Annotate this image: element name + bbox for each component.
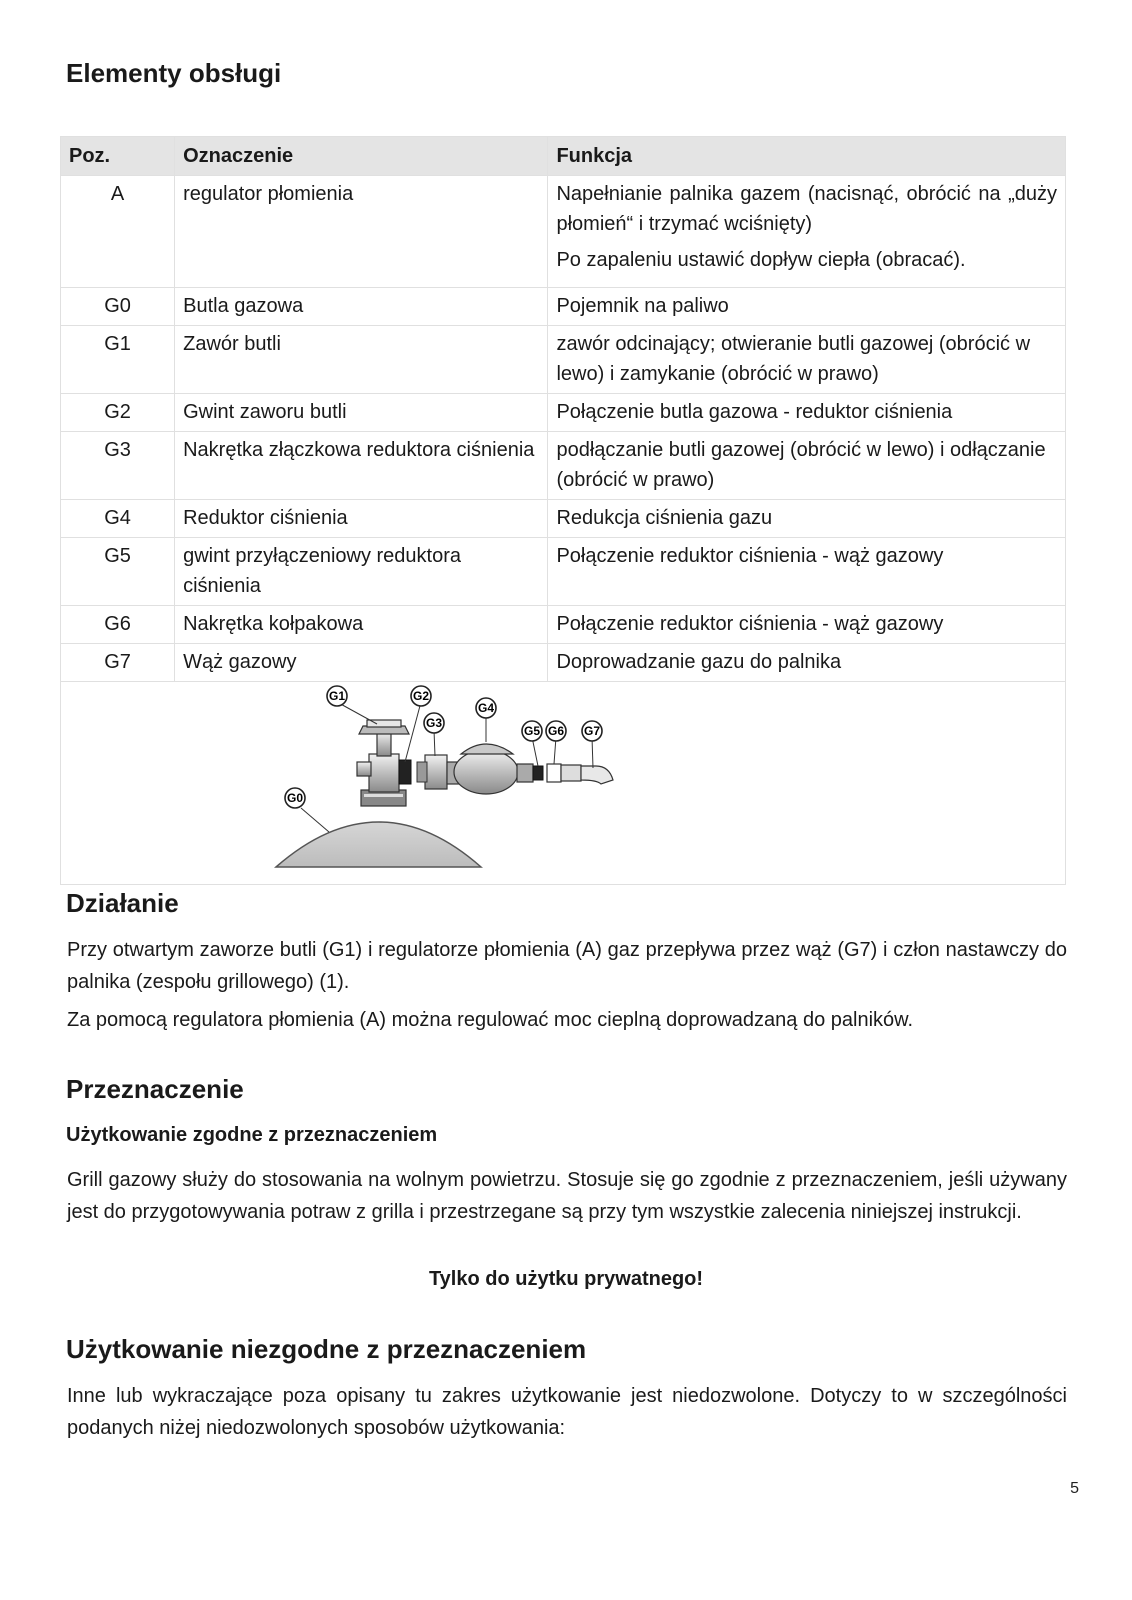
cap-nut-shape [547, 764, 561, 782]
callout-g7: G7 [583, 724, 601, 738]
header-pos: Poz. [61, 137, 175, 176]
row-name: Nakrętka kołpakowa [175, 606, 548, 644]
improper-use-paragraph: Inne lub wykraczające poza opisany tu zakres użytkowanie jest niedozwolone. Dotyczy to w szczególności podanych niżej niedozwolonych sposobów użytkowania: [67, 1385, 1067, 1439]
table-header-row [61, 137, 1066, 176]
gas-bottle-shape [276, 822, 481, 867]
table-row [61, 538, 1066, 606]
header-function: Funkcja [548, 137, 1066, 176]
section-title-controls: Elementy obsługi [66, 58, 282, 88]
callout-g1: G1 [328, 689, 346, 703]
subtitle-intended-use: Użytkowanie zgodne z przeznaczeniem [66, 1124, 438, 1146]
row-function: zawór odcinający; otwieranie butli gazowej (obrócić w lewo) i zamykanie (obrócić w prawo) [548, 326, 1066, 394]
row-function: Redukcja ciśnienia gazu [548, 500, 1066, 538]
row-pos: G3 [61, 432, 175, 500]
row-pos: G7 [61, 644, 175, 682]
callout-g6: G6 [547, 724, 565, 738]
table-row [61, 176, 1066, 288]
controls-table [60, 136, 1066, 885]
row-name: gwint przyłączeniowy reduktora ciśnienia [175, 538, 548, 606]
row-function-line: Po zapaleniu ustawić dopływ ciepła (obracać). [556, 249, 966, 271]
gas-hose-shape [581, 766, 613, 784]
row-function-line: Napełnianie palnika gazem (nacisnąć, obrócić na „duży płomień“ i trzymać wciśnięty) [556, 183, 1057, 235]
row-function: Pojemnik na paliwo [548, 288, 1066, 326]
callout-g4: G4 [477, 701, 495, 715]
callout-g3: G3 [425, 716, 443, 730]
row-function: Połączenie reduktor ciśnienia - wąż gazowy [548, 538, 1066, 606]
row-function: Połączenie butla gazowa - reduktor ciśnienia [548, 394, 1066, 432]
operation-paragraph-2: Za pomocą regulatora płomienia (A) można regulować moc cieplną doprowadzaną do palników. [67, 1009, 914, 1031]
valve-thread-shape [399, 760, 411, 784]
callout-g0: G0 [286, 791, 304, 805]
row-name: Wąż gazowy [175, 644, 548, 682]
row-name: Butla gazowa [175, 288, 548, 326]
figure-cell [61, 682, 1066, 885]
table-row [61, 288, 1066, 326]
table-row [61, 606, 1066, 644]
row-function: Połączenie reduktor ciśnienia - wąż gazowy [548, 606, 1066, 644]
row-name: regulator płomienia [175, 176, 548, 288]
figure-row [61, 682, 1066, 885]
callout-g5: G5 [523, 724, 541, 738]
table-row [61, 394, 1066, 432]
table-row [61, 326, 1066, 394]
row-pos: G0 [61, 288, 175, 326]
union-nut-shape [425, 755, 447, 789]
row-function: Doprowadzanie gazu do palnika [548, 644, 1066, 682]
section-title-improper-use: Użytkowanie niezgodne z przeznaczeniem [66, 1334, 587, 1364]
row-name: Nakrętka złączkowa reduktora ciśnienia [175, 432, 548, 500]
page-number: 5 [1070, 1480, 1079, 1497]
intended-use-paragraph: Grill gazowy służy do stosowania na wolnym powietrzu. Stosuje się go zgodnie z przeznaczeniem, jeśli używany jest do przygotowywania potraw z grilla i przestrzegane są przy tym wszystkie zalecenia niniejszej instrukcji. [67, 1169, 1067, 1223]
row-function: podłączanie butli gazowej (obrócić w lewo) i odłączanie (obrócić w prawo) [548, 432, 1066, 500]
row-name: Gwint zaworu butli [175, 394, 548, 432]
row-pos: G1 [61, 326, 175, 394]
pressure-regulator-shape [454, 750, 518, 794]
operation-paragraph-1: Przy otwartym zaworze butli (G1) i regulatorze płomienia (A) gaz przepływa przez wąż (G7) i człon nastawczy do palnika (zespołu grillowego) (1). [67, 939, 1067, 993]
table-row [61, 500, 1066, 538]
valve-body-shape [369, 754, 399, 792]
section-title-operation: Działanie [66, 888, 179, 918]
row-pos: A [61, 176, 175, 288]
row-pos: G6 [61, 606, 175, 644]
row-pos: G2 [61, 394, 175, 432]
row-pos: G4 [61, 500, 175, 538]
row-pos: G5 [61, 538, 175, 606]
row-name: Zawór butli [175, 326, 548, 394]
section-title-purpose: Przeznaczenie [66, 1074, 244, 1104]
table-row [61, 432, 1066, 500]
header-name: Oznaczenie [175, 137, 548, 176]
private-use-notice: Tylko do użytku prywatnego! [428, 1268, 704, 1290]
callout-g2: G2 [412, 689, 430, 703]
gas-bottle-regulator-diagram [61, 682, 1065, 884]
row-function [548, 176, 1066, 288]
table-row [61, 644, 1066, 682]
row-name: Reduktor ciśnienia [175, 500, 548, 538]
